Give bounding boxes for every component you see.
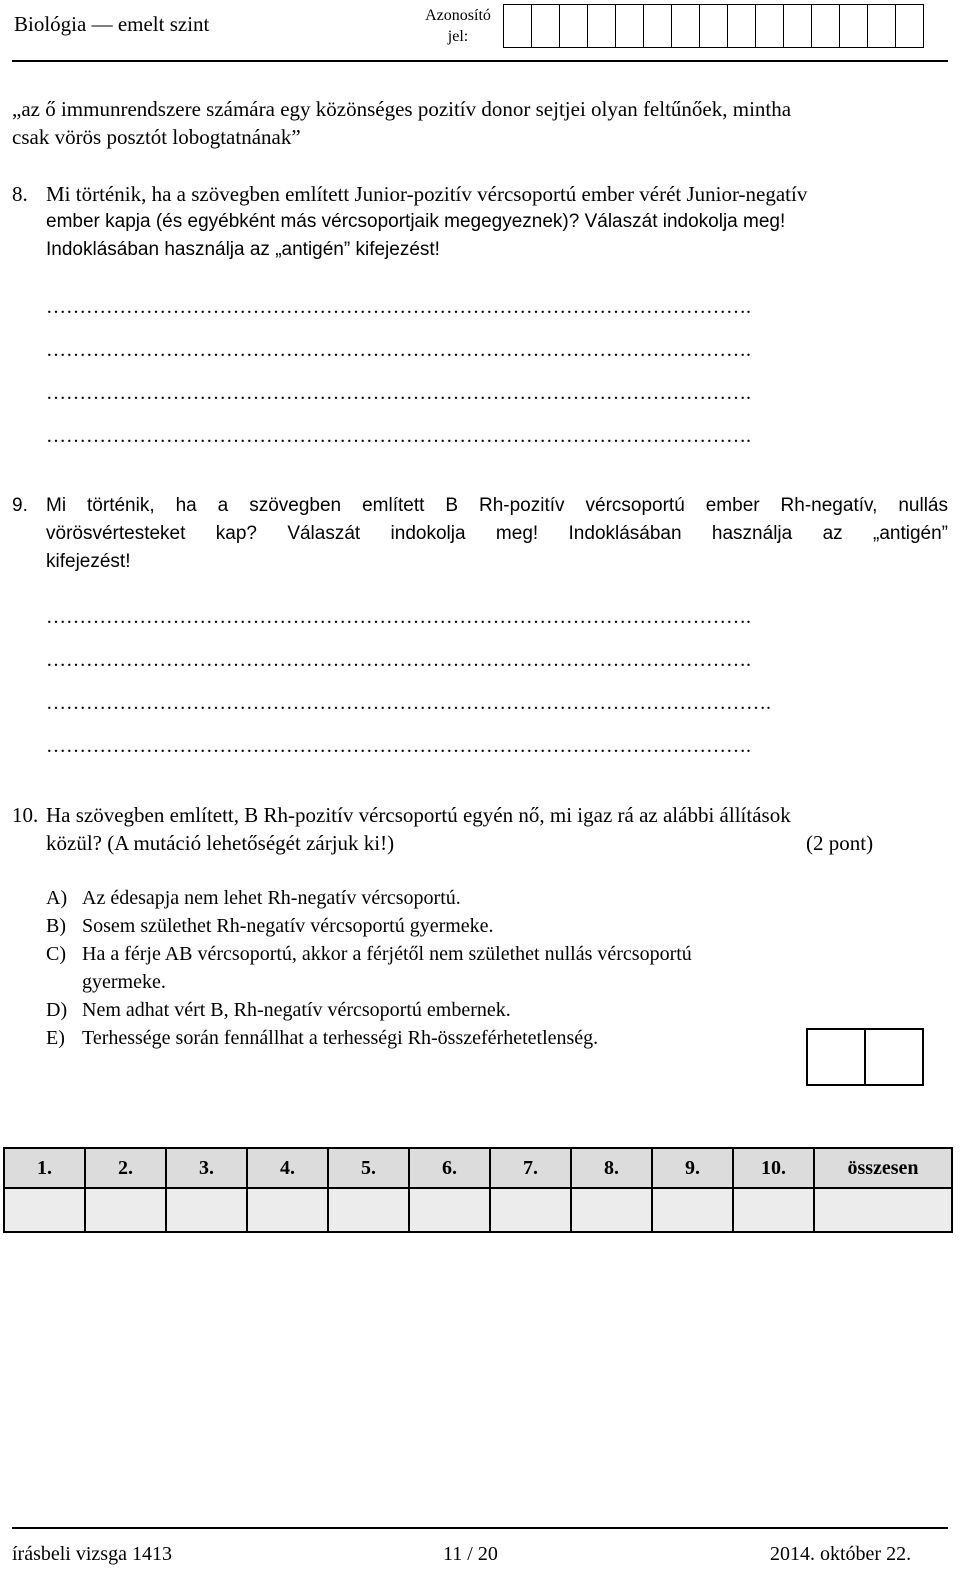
option-text: Az édesapja nem lehet Rh-negatív vércsoportú. — [82, 887, 461, 909]
question-line: Indoklásában használja az „antigén” kifejezést! — [46, 239, 440, 260]
question-number: 8. — [12, 182, 28, 206]
answer-line[interactable]: ………………………………………………………………………………………………. — [46, 692, 771, 714]
option-c — [46, 940, 906, 996]
answer-line[interactable]: ……………………………………………………………………………………………. — [46, 649, 751, 671]
quote-line: csak vörös posztót lobogtatnának” — [12, 125, 301, 149]
id-box[interactable] — [699, 4, 728, 48]
id-box[interactable] — [615, 4, 644, 48]
option-label: E) — [46, 1027, 65, 1049]
question-line: vörösvértesteket kap? Válaszát indokolja meg! Indoklásában használja az „antigén” — [46, 523, 948, 544]
header-rule — [12, 60, 948, 62]
id-box[interactable] — [587, 4, 616, 48]
id-input-boxes — [504, 4, 924, 48]
id-box[interactable] — [671, 4, 700, 48]
id-box[interactable] — [727, 4, 756, 48]
footer-date: 2014. október 22. — [770, 1543, 912, 1565]
score-cell[interactable] — [4, 1188, 85, 1232]
score-cell[interactable] — [814, 1188, 952, 1232]
score-cell[interactable] — [733, 1188, 814, 1232]
score-header-cell: 10. — [733, 1148, 814, 1188]
footer-page-number: 11 / 20 — [443, 1543, 498, 1565]
score-cell[interactable] — [85, 1188, 166, 1232]
answer-line[interactable]: ……………………………………………………………………………………………. — [46, 382, 751, 404]
score-header-cell: összesen — [814, 1148, 952, 1188]
score-cell[interactable] — [652, 1188, 733, 1232]
answer-boxes — [808, 1028, 924, 1086]
question-text — [46, 492, 948, 576]
question-10 — [12, 801, 952, 857]
score-header-cell: 4. — [247, 1148, 328, 1188]
quote-line: „az ő immunrendszere számára egy közönséges pozitív donor sejtjei olyan feltűnőek, mintha — [12, 97, 792, 121]
score-table — [3, 1147, 953, 1233]
id-box[interactable] — [755, 4, 784, 48]
id-box[interactable] — [895, 4, 924, 48]
question-line: ember kapja (és egyébként más vércsoportjaik megegyeznek)? Válaszát indokolja meg! — [46, 211, 786, 232]
score-cell[interactable] — [328, 1188, 409, 1232]
option-label: C) — [46, 943, 66, 965]
option-label: A) — [46, 887, 68, 909]
id-box[interactable] — [811, 4, 840, 48]
answer-box[interactable] — [864, 1028, 924, 1086]
id-box[interactable] — [503, 4, 532, 48]
option-d — [46, 996, 906, 1024]
score-cell[interactable] — [409, 1188, 490, 1232]
option-e — [46, 1024, 806, 1052]
id-label-line1: Azonosító — [425, 7, 491, 24]
score-cell[interactable] — [490, 1188, 571, 1232]
answer-line[interactable]: ……………………………………………………………………………………………. — [46, 606, 751, 628]
option-text: Sosem születhet Rh-negatív vércsoportú gyermeke. — [82, 915, 494, 937]
id-box[interactable] — [867, 4, 896, 48]
score-cell[interactable] — [166, 1188, 247, 1232]
footer-rule — [12, 1527, 948, 1529]
question-8 — [12, 180, 948, 264]
question-text — [46, 801, 952, 857]
id-box[interactable] — [783, 4, 812, 48]
question-line: közül? (A mutáció lehetőségét zárjuk ki!) — [46, 831, 395, 855]
question-line: kifejezést! — [46, 551, 131, 572]
question-line: Mi történik, ha a szövegben említett B Rh-pozitív vércsoportú ember Rh-negatív, nullás — [46, 495, 948, 516]
quote-block — [12, 95, 948, 151]
question-line-row — [46, 829, 952, 857]
score-header-cell: 7. — [490, 1148, 571, 1188]
answer-box[interactable] — [806, 1028, 866, 1086]
answer-line[interactable]: ……………………………………………………………………………………………. — [46, 425, 751, 447]
id-box[interactable] — [559, 4, 588, 48]
answer-line[interactable]: ……………………………………………………………………………………………. — [46, 339, 751, 361]
id-box[interactable] — [643, 4, 672, 48]
score-header-cell: 9. — [652, 1148, 733, 1188]
option-text: Terhessége során fennállhat a terhességi Rh-összeférhetetlenség. — [82, 1027, 599, 1049]
question-number: 9. — [12, 495, 28, 516]
question-line: Mi történik, ha a szövegben említett Junior-pozitív vércsoportú ember vérét Junior-negatív — [46, 182, 808, 206]
score-header-cell: 5. — [328, 1148, 409, 1188]
id-label-line2: jel: — [447, 28, 469, 45]
option-text: Nem adhat vért B, Rh-negatív vércsoportú embernek. — [82, 999, 511, 1021]
id-box[interactable] — [839, 4, 868, 48]
id-box[interactable] — [531, 4, 560, 48]
score-header-cell: 6. — [409, 1148, 490, 1188]
page-header-title: Biológia — emelt szint — [14, 12, 210, 36]
option-text-continued: gyermeke. — [82, 971, 166, 993]
option-a — [46, 884, 906, 912]
question-line: Ha szövegben említett, B Rh-pozitív vércsoportú egyén nő, mi igaz rá az alábbi állítások — [46, 803, 791, 827]
option-b — [46, 912, 906, 940]
score-cell[interactable] — [247, 1188, 328, 1232]
id-label — [418, 5, 498, 47]
answer-line[interactable]: ……………………………………………………………………………………………. — [46, 296, 751, 318]
question-number: 10. — [12, 803, 39, 827]
score-table-body-row — [4, 1188, 952, 1232]
footer-exam-code: írásbeli vizsga 1413 — [12, 1543, 172, 1565]
option-label: B) — [46, 915, 66, 937]
score-header-cell: 1. — [4, 1148, 85, 1188]
question-9 — [12, 492, 948, 576]
option-label: D) — [46, 999, 68, 1021]
score-header-cell: 3. — [166, 1148, 247, 1188]
score-table-header-row — [4, 1148, 952, 1188]
score-header-cell: 2. — [85, 1148, 166, 1188]
points-label: (2 pont) — [806, 831, 874, 855]
option-text: Ha a férje AB vércsoportú, akkor a férjétől nem születhet nullás vércsoportú — [82, 943, 692, 965]
question-text — [46, 180, 948, 264]
answer-line[interactable]: ……………………………………………………………………………………………. — [46, 735, 751, 757]
score-header-cell: 8. — [571, 1148, 652, 1188]
score-cell[interactable] — [571, 1188, 652, 1232]
